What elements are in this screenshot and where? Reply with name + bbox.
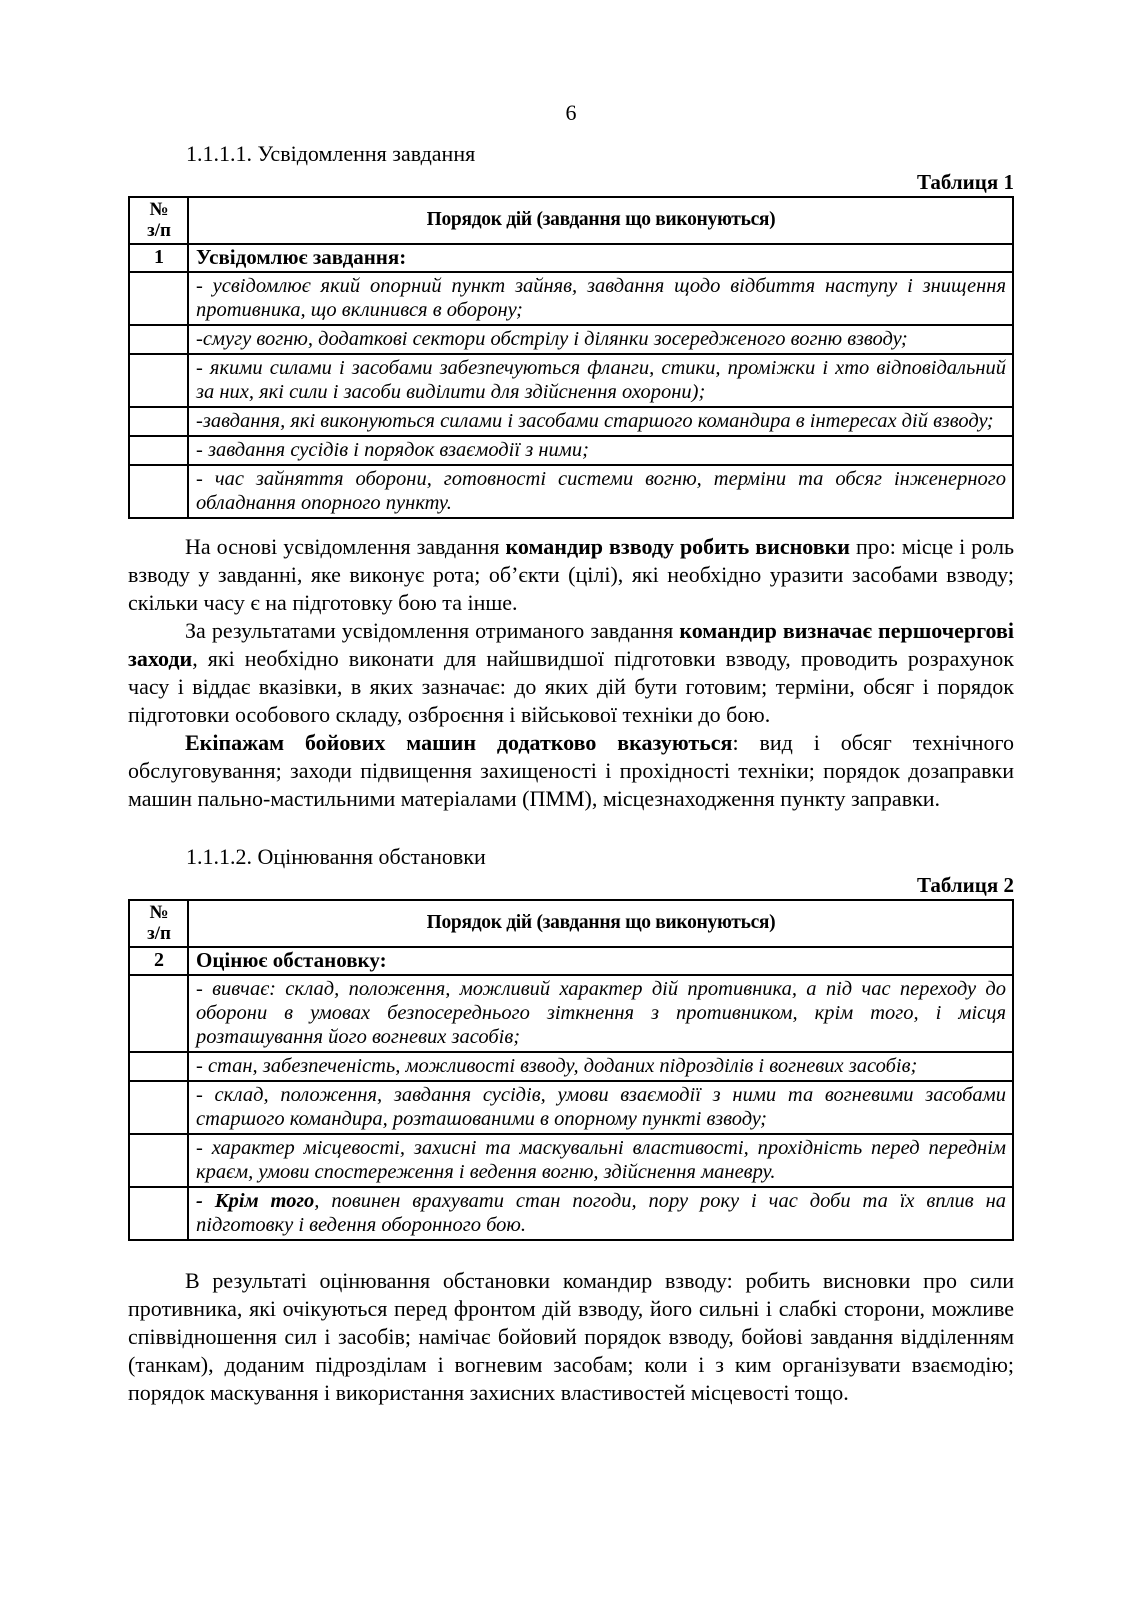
paragraph-bold-text: командир визначає першочергові заходи <box>128 618 1014 671</box>
num-header-bottom: з/п <box>147 220 171 241</box>
row-number-cell <box>129 1052 188 1081</box>
row-text-cell: - стан, забезпеченість, можливості взводу, доданих підрозділів і вогневих засобів; <box>188 1052 1013 1081</box>
num-header-top: № <box>149 199 169 220</box>
row-number-cell: 2 <box>129 947 188 975</box>
table-row <box>129 436 1013 465</box>
row-number-cell <box>129 1081 188 1134</box>
paragraph-text: На основі усвідомлення завдання <box>185 534 506 559</box>
paragraph-conclusions <box>128 533 1014 617</box>
row-text-cell: - склад, положення, завдання сусідів, умови взаємодії з ними та вогневими засобами старшого командира, розташованими в опорному пункті взводу; <box>188 1081 1013 1134</box>
table2-header-row <box>129 900 1013 947</box>
paragraph-text: про: місце і роль взводу у завданні, яке виконує рота; об’єкти (цілі), які необхідно уразити засобами взводу; скільки часу є на підготовку бою та інше. <box>128 534 1015 615</box>
table-row <box>129 272 1013 325</box>
table2-action-header-cell: Порядок дій (завдання що виконуються) <box>188 900 1013 947</box>
row-number-cell <box>129 354 188 407</box>
page-number: 6 <box>565 100 577 125</box>
row-number-cell <box>129 1187 188 1240</box>
row-text-cell: - якими силами і засобами забезпечуються фланги, стики, проміжки і хто відповідальний за них, які сили і засоби виділити для здійснення охорони); <box>188 354 1013 407</box>
table-row <box>129 1052 1013 1081</box>
section-heading-1: 1.1.1.1. Усвідомлення завдання <box>186 141 476 166</box>
row-number-cell <box>129 975 188 1052</box>
row-number-cell <box>129 436 188 465</box>
paragraph-text: : вид і обсяг технічного обслуговування; заходи підвищення захищеності і прохідності техніки; порядок дозаправки машин пально-мастильними матеріалами (ПММ), місцезнаходження пункту заправки. <box>128 730 1015 811</box>
table-row <box>129 975 1013 1052</box>
page-content <box>128 100 1014 1407</box>
table1-num-header-cell <box>129 197 188 244</box>
row-number-cell <box>129 272 188 325</box>
paragraph-bold-text: Екіпажам бойових машин додатково вказуються <box>185 730 733 755</box>
table-row <box>129 1187 1013 1240</box>
table-row <box>129 465 1013 518</box>
row-text-cell: - час зайняття оборони, готовності системи вогню, терміни та обсяг інженерного обладнання опорного пункту. <box>188 465 1013 518</box>
row-number-cell <box>129 407 188 436</box>
paragraph-text: За результатами усвідомлення отриманого завдання <box>185 618 680 643</box>
row-number-cell <box>129 1134 188 1187</box>
section-heading-2: 1.1.1.2. Оцінювання обстановки <box>186 844 486 869</box>
paragraph-text: , які необхідно виконати для найшвидшої підготовки взводу, проводить розрахунок часу і віддає вказівки, в яких зазначає: до яких дій бути готовим; терміни, обсяг і порядок підготовки особового складу, озброєння і військової техніки до бою. <box>128 646 1014 727</box>
row-number-cell <box>129 465 188 518</box>
row-text-cell: - завдання сусідів і порядок взаємодії з ними; <box>188 436 1013 465</box>
paragraph-assessment-result: В результаті оцінювання обстановки командир взводу: робить висновки про сили противника, які очікуються перед фронтом дій взводу, його сильні і слабкі сторони, можливе співвідношення сил і засобів; намічає бойовий порядок взводу, бойові завдання відділенням (танкам), доданим підрозділам і вогневим засобам; коли і з ким організувати взаємодію; порядок маскування і використання захисних властивостей місцевості тощо. <box>128 1268 1014 1405</box>
row-text-cell: -завдання, які виконуються силами і засобами старшого командира в інтересах дій взводу; <box>188 407 1013 436</box>
table2-label: Таблиця 2 <box>916 873 1014 897</box>
row-text-cell: -смугу вогню, додаткові сектори обстрілу і ділянки зосередженого вогню взводу; <box>188 325 1013 354</box>
table1 <box>128 196 1014 519</box>
table-row <box>129 947 1013 975</box>
row-text-cell <box>188 1187 1013 1240</box>
row-text-cell: - характер місцевості, захисні та маскувальні властивості, прохідність перед переднім краєм, умови спостереження і ведення вогню, здійснення маневру. <box>188 1134 1013 1187</box>
paragraph-priority-measures <box>128 617 1014 729</box>
row-text-cell: Оцінює обстановку: <box>188 947 1013 975</box>
row-text: , повинен врахувати стан погоди, пору року і час доби та їх вплив на підготовку і ведення оборонного бою. <box>196 1190 1006 1236</box>
row-number-cell: 1 <box>129 244 188 272</box>
row-text-cell: Усвідомлює завдання: <box>188 244 1013 272</box>
table2 <box>128 899 1014 1241</box>
table-row <box>129 325 1013 354</box>
table-row <box>129 1134 1013 1187</box>
paragraph-bold-text: командир взводу робить висновки <box>505 534 850 559</box>
num-header-bottom: з/п <box>147 923 171 944</box>
row-text-cell: - усвідомлює який опорний пункт зайняв, завдання щодо відбиття наступу і знищення противника, що вклинився в оборону; <box>188 272 1013 325</box>
table1-header-row <box>129 197 1013 244</box>
table-row <box>129 407 1013 436</box>
table1-action-header-cell: Порядок дій (завдання що виконуються) <box>188 197 1013 244</box>
row-number-cell <box>129 325 188 354</box>
table-row <box>129 354 1013 407</box>
num-header-top: № <box>149 902 169 923</box>
table1-label: Таблиця 1 <box>916 170 1014 194</box>
emphasis-lead: - Крім того <box>196 1190 315 1212</box>
table2-num-header-cell <box>129 900 188 947</box>
table-row <box>129 1081 1013 1134</box>
paragraph-crews <box>128 729 1014 813</box>
row-text-cell: - вивчає: склад, положення, можливий характер дій противника, а під час переходу до оборони в умовах безпосереднього зіткнення з противником, крім того, і місця розташування його вогневих засобів; <box>188 975 1013 1052</box>
table-row <box>129 244 1013 272</box>
